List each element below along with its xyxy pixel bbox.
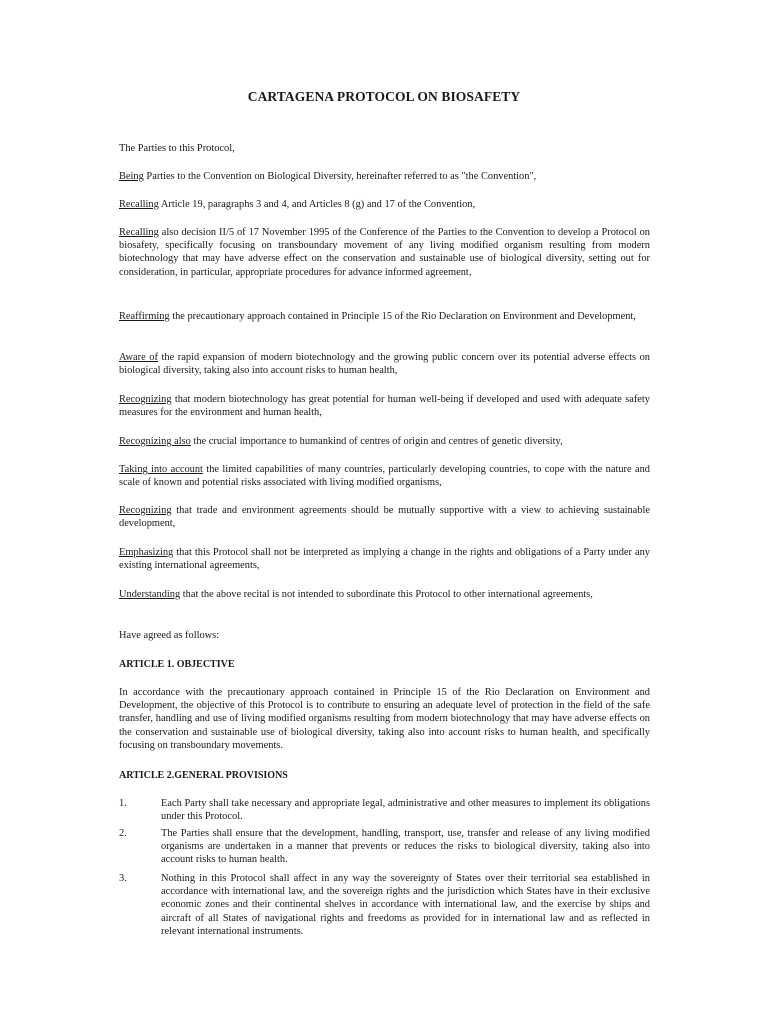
recital-lead: Recognizing [119, 505, 172, 516]
recital-text: also decision II/5 of 17 November 1995 of the Conference of the Parties to the Convention to develop a Protocol on biosafety, specifically focusing on transboundary movement of any living modified organism resulting from modern biotechnology that may have adverse effect on the conservation and sustainable use of biological diversity, setting out for consideration, in particular, appropriate procedures for advance informed agreement, [119, 227, 650, 278]
recital-lead: Aware of [119, 352, 158, 363]
recital-being [119, 170, 650, 183]
recital-lead: Emphasizing [119, 547, 174, 558]
article-2-heading: ARTICLE 2.GENERAL PROVISIONS [119, 770, 288, 781]
recital-recognizing-also [119, 435, 650, 448]
recital-text: that the above recital is not intended to subordinate this Protocol to other international agreements, [180, 589, 593, 600]
recital-lead: Taking into account [119, 464, 203, 475]
recital-recalling-2 [119, 226, 650, 279]
agreed-line: Have agreed as follows: [119, 630, 220, 641]
recital-lead: Recognizing also [119, 436, 191, 447]
recital-recognizing-2 [119, 504, 650, 530]
recital-text: Article 19, paragraphs 3 and 4, and Articles 8 (g) and 17 of the Convention, [158, 199, 476, 210]
article-1-text: In accordance with the precautionary approach contained in Principle 15 of the Rio Declaration on Environment and Development, the objective of this Protocol is to contribute to ensuring an adequate level of protection in the field of the safe transfer, handling and use of living modified organisms resulting from modern biotechnology that may have adverse effects on the conservation and sustainable use of biological diversity, taking also into account risks to human health, and specifically focusing on transboundary movements. [119, 687, 650, 751]
recital-emphasizing [119, 546, 650, 572]
article-2-item-3: Nothing in this Protocol shall affect in any way the sovereignty of States over their territorial sea established in accordance with international law, and the sovereign rights and the jurisdiction which States have in their exclusive economic zones and their continental shelves in accordance with international law, and the exercise by ships and aircraft of all States of navigational rights and freedoms as provided for in international law and as reflected in relevant international instruments. [161, 873, 650, 937]
recital-lead: Recalling [119, 227, 159, 238]
recital-text: the crucial importance to humankind of centres of origin and centres of genetic diversity, [190, 436, 563, 447]
recital-text: that this Protocol shall not be interpreted as implying a change in the rights and obligations of a Party under any existing international agreements, [119, 547, 650, 572]
item-number: 3. [119, 873, 127, 884]
recital-recognizing-1 [119, 393, 650, 419]
recital-text: the limited capabilities of many countries, particularly developing countries, to cope with the nature and scale of known and potential risks associated with living modified organisms, [119, 464, 650, 489]
article-2-item-2: The Parties shall ensure that the development, handling, transport, use, transfer and release of any living modified organisms are undertaken in a manner that prevents or reduces the risks to biological diversity, taking also into account risks to human health. [161, 828, 650, 866]
recital-lead: Understanding [119, 589, 181, 600]
recital-text: Parties to the Convention on Biological Diversity, hereinafter referred to as "the Convention", [143, 171, 537, 182]
recital-text: the rapid expansion of modern biotechnology and the growing public concern over its potential adverse effects on biological diversity, taking also into account risks to human health, [119, 352, 650, 377]
item-number: 1. [119, 798, 127, 809]
recital-recalling-1 [119, 198, 650, 211]
recital-lead: Being [119, 171, 144, 182]
recital-text: that modern biotechnology has great potential for human well-being if developed and used with adequate safety measures for the environment and human health, [119, 394, 650, 419]
recital-reaffirming [119, 310, 650, 323]
document-title: CARTAGENA PROTOCOL ON BIOSAFETY [247, 89, 521, 104]
recital-lead: Recalling [119, 199, 159, 210]
article-2-item-1: Each Party shall take necessary and appropriate legal, administrative and other measures to implement its obligations under this Protocol. [161, 798, 650, 823]
recital-understanding [119, 588, 650, 601]
intro-line: The Parties to this Protocol, [119, 143, 235, 154]
recital-text: the precautionary approach contained in Principle 15 of the Rio Declaration on Environment and Development, [169, 311, 636, 322]
article-1-heading: ARTICLE 1. OBJECTIVE [119, 659, 235, 670]
recital-aware [119, 351, 650, 377]
recital-lead: Reaffirming [119, 311, 170, 322]
recital-lead: Recognizing [119, 394, 172, 405]
item-number: 2. [119, 828, 127, 839]
recital-taking-into-account [119, 463, 650, 489]
recital-text: that trade and environment agreements should be mutually supportive with a view to achieving sustainable development, [119, 505, 650, 530]
